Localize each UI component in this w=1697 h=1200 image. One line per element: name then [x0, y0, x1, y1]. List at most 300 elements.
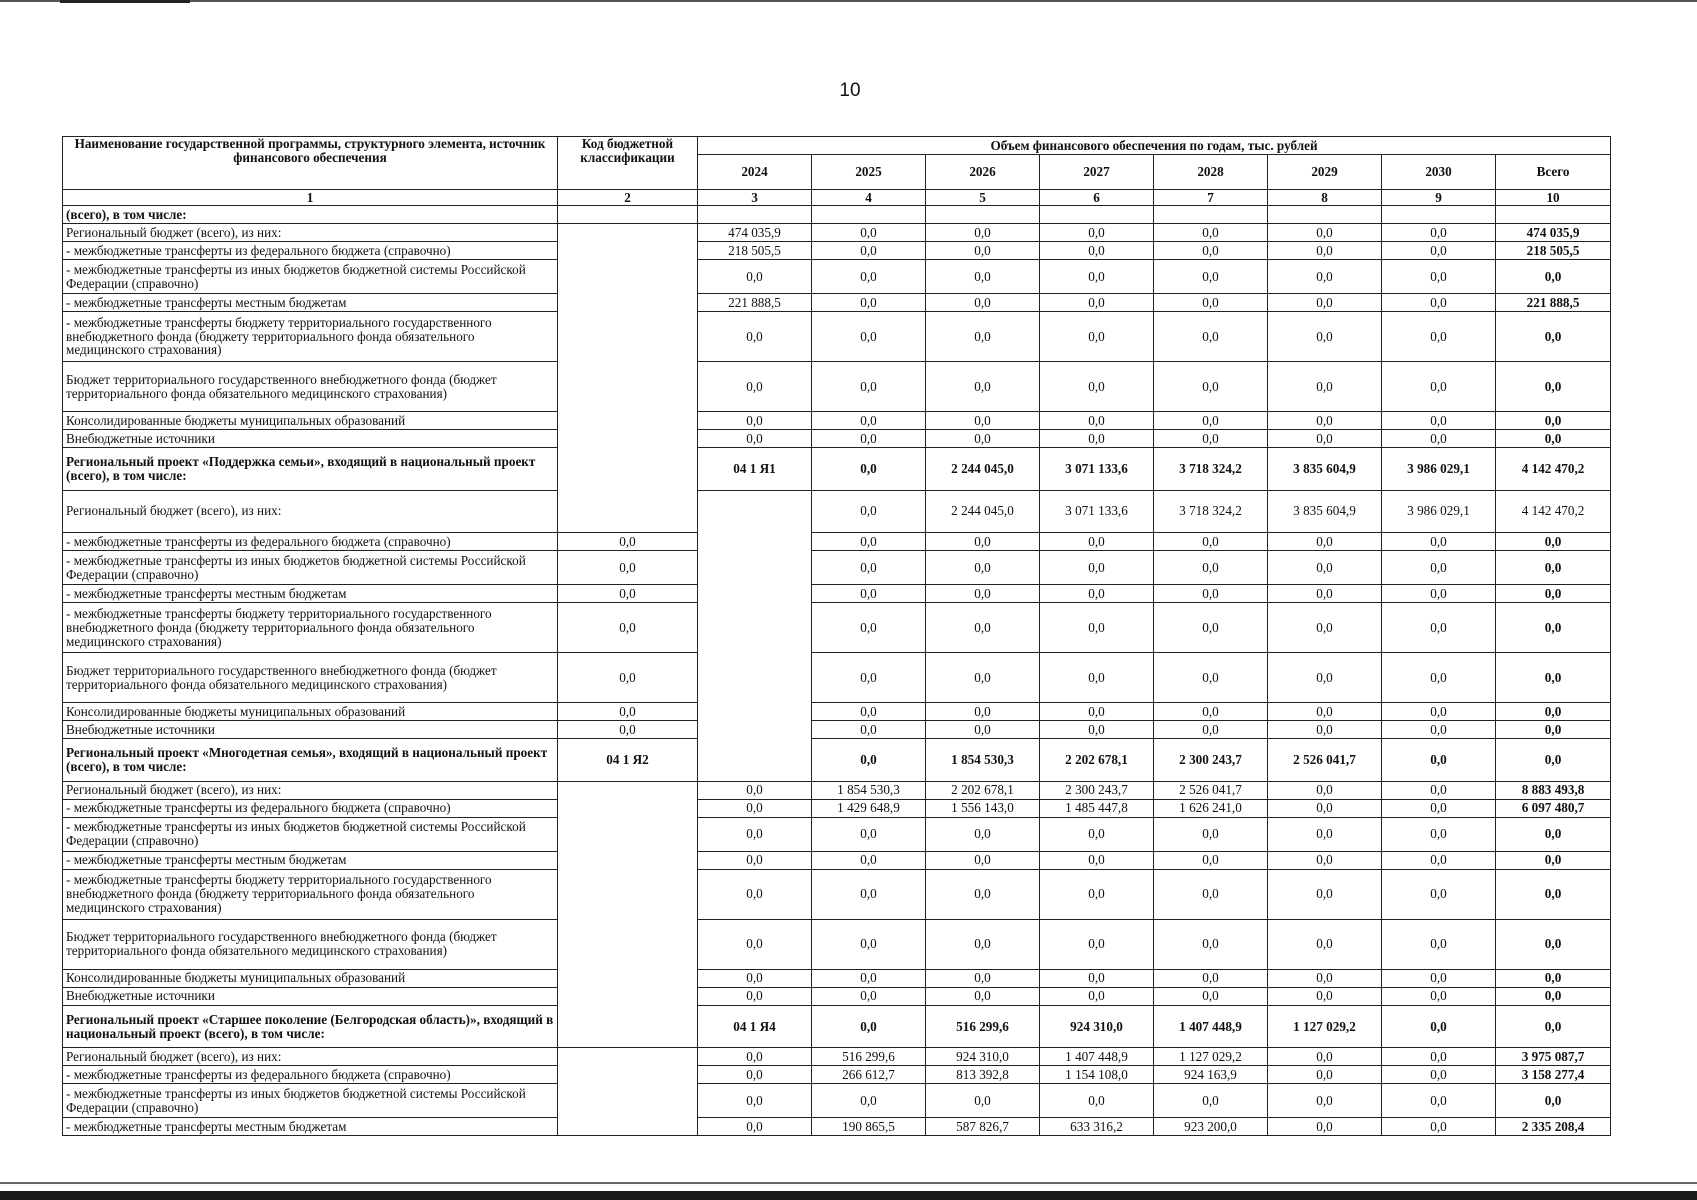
year-value: 0,0 — [1382, 260, 1496, 294]
year-value: 1 127 029,2 — [1268, 1005, 1382, 1048]
year-value: 0,0 — [1268, 919, 1382, 969]
year-value: 0,0 — [1154, 721, 1268, 739]
year-value: 0,0 — [1382, 781, 1496, 799]
row-name: Бюджет территориального государственного внебюджетного фонда (бюджет территориального фонда обязательного медицинского страхования) — [63, 653, 558, 703]
year-value — [1154, 206, 1268, 224]
year-value: 3 071 133,6 — [1040, 490, 1154, 533]
table-row — [63, 1066, 1611, 1084]
row-name: Региональный проект «Многодетная семья», входящий в национальный проект (всего), в том числе: — [63, 739, 558, 782]
year-value: 0,0 — [1154, 260, 1268, 294]
row-name: (всего), в том числе: — [63, 206, 558, 224]
year-value: 0,0 — [1268, 1118, 1382, 1136]
row-name: - межбюджетные трансферты из федерального бюджета (справочно) — [63, 799, 558, 817]
year-value: 0,0 — [1268, 799, 1382, 817]
header-year: 2025 — [812, 155, 926, 190]
table-row — [63, 869, 1611, 919]
year-value: 0,0 — [812, 412, 926, 430]
year-value: 0,0 — [926, 533, 1040, 551]
row-name: Внебюджетные источники — [63, 721, 558, 739]
year-value: 0,0 — [1382, 1084, 1496, 1118]
year-value: 0,0 — [812, 312, 926, 362]
table-row — [63, 412, 1611, 430]
year-value: 0,0 — [1040, 242, 1154, 260]
year-value: 0,0 — [1268, 430, 1382, 448]
year-value: 0,0 — [1040, 721, 1154, 739]
header-year: 2028 — [1154, 155, 1268, 190]
year-value: 0,0 — [698, 969, 812, 987]
year-value: 0,0 — [698, 1048, 812, 1066]
year-value: 3 718 324,2 — [1154, 448, 1268, 491]
year-value: 0,0 — [1040, 919, 1154, 969]
row-name: - межбюджетные трансферты из федерального бюджета (справочно) — [63, 1066, 558, 1084]
table-row — [63, 362, 1611, 412]
column-number: 9 — [1382, 190, 1496, 206]
column-number-row — [63, 190, 1611, 206]
year-value: 0,0 — [926, 585, 1040, 603]
year-value: 0,0 — [1040, 260, 1154, 294]
row-name: Региональный бюджет (всего), из них: — [63, 490, 558, 533]
year-value: 0,0 — [698, 817, 812, 851]
year-value: 0,0 — [698, 430, 812, 448]
row-name: Региональный бюджет (всего), из них: — [63, 224, 558, 242]
year-value: 1 854 530,3 — [812, 781, 926, 799]
row-total: 6 097 480,7 — [1496, 799, 1611, 817]
table-row — [63, 781, 1611, 799]
year-value: 0,0 — [698, 781, 812, 799]
row-total: 0,0 — [1496, 412, 1611, 430]
row-total: 0,0 — [1496, 869, 1611, 919]
year-value: 0,0 — [1268, 781, 1382, 799]
year-value — [1382, 206, 1496, 224]
bottom-rule — [0, 1191, 1697, 1200]
year-value: 0,0 — [926, 412, 1040, 430]
year-value: 0,0 — [812, 969, 926, 987]
year-value: 0,0 — [1040, 412, 1154, 430]
year-value: 0,0 — [926, 1084, 1040, 1118]
page-number: 10 — [839, 80, 861, 101]
year-value: 0,0 — [1382, 242, 1496, 260]
year-value: 0,0 — [1040, 653, 1154, 703]
year-value: 0,0 — [1382, 919, 1496, 969]
row-name: - межбюджетные трансферты бюджету территориального государственного внебюджетного фонда (бюджету территориального фонда обязательного медицинского страхования) — [63, 603, 558, 653]
year-value: 0,0 — [1268, 294, 1382, 312]
year-value: 0,0 — [812, 721, 926, 739]
year-value: 266 612,7 — [812, 1066, 926, 1084]
year-value: 0,0 — [1268, 1084, 1382, 1118]
row-name: - межбюджетные трансферты из федерального бюджета (справочно) — [63, 533, 558, 551]
year-value: 0,0 — [1154, 817, 1268, 851]
year-value: 0,0 — [698, 799, 812, 817]
row-total: 0,0 — [1496, 851, 1611, 869]
year-value: 0,0 — [812, 260, 926, 294]
year-value: 0,0 — [926, 312, 1040, 362]
year-value — [1268, 206, 1382, 224]
year-value: 0,0 — [1382, 1005, 1496, 1048]
year-value: 1 407 448,9 — [1154, 1005, 1268, 1048]
bottom-rule-thin — [0, 1182, 1697, 1184]
row-name: - межбюджетные трансферты из иных бюджетов бюджетной системы Российской Федерации (справочно) — [63, 817, 558, 851]
header-year: 2029 — [1268, 155, 1382, 190]
year-value: 2 300 243,7 — [1040, 781, 1154, 799]
row-name: - межбюджетные трансферты местным бюджетам — [63, 585, 558, 603]
year-value: 0,0 — [698, 919, 812, 969]
year-value: 0,0 — [1382, 312, 1496, 362]
year-value: 0,0 — [1268, 703, 1382, 721]
year-value: 0,0 — [1154, 603, 1268, 653]
year-value: 190 865,5 — [812, 1118, 926, 1136]
year-value: 3 835 604,9 — [1268, 448, 1382, 491]
column-number: 7 — [1154, 190, 1268, 206]
row-name: Внебюджетные источники — [63, 430, 558, 448]
year-value: 0,0 — [1382, 224, 1496, 242]
year-value: 0,0 — [1382, 869, 1496, 919]
table-row — [63, 919, 1611, 969]
row-total: 8 883 493,8 — [1496, 781, 1611, 799]
year-value: 2 202 678,1 — [1040, 739, 1154, 782]
header-year: 2027 — [1040, 155, 1154, 190]
table-row — [63, 703, 1611, 721]
section-row — [63, 739, 1611, 782]
header-name-column: Наименование государственной программы, структурного элемента, источник финансового обеспечения — [63, 137, 558, 190]
row-total: 0,0 — [1496, 969, 1611, 987]
year-value: 0,0 — [926, 430, 1040, 448]
year-value: 0,0 — [812, 919, 926, 969]
year-value: 0,0 — [1154, 224, 1268, 242]
year-value: 0,0 — [812, 851, 926, 869]
row-name: Консолидированные бюджеты муниципальных образований — [63, 703, 558, 721]
column-number: 8 — [1268, 190, 1382, 206]
year-value: 0,0 — [558, 703, 698, 721]
row-total: 474 035,9 — [1496, 224, 1611, 242]
year-value: 0,0 — [558, 585, 698, 603]
year-value: 0,0 — [1154, 362, 1268, 412]
year-value: 0,0 — [1382, 817, 1496, 851]
budget-code — [558, 1048, 698, 1136]
year-value: 0,0 — [1268, 1066, 1382, 1084]
year-value: 0,0 — [1040, 294, 1154, 312]
year-value: 2 526 041,7 — [1268, 739, 1382, 782]
row-name: Консолидированные бюджеты муниципальных образований — [63, 412, 558, 430]
year-value: 0,0 — [558, 551, 698, 585]
table-row — [63, 585, 1611, 603]
year-value: 0,0 — [698, 869, 812, 919]
year-value: 0,0 — [1268, 533, 1382, 551]
year-value: 0,0 — [1268, 551, 1382, 585]
year-value: 0,0 — [1382, 1118, 1496, 1136]
table-row — [63, 1118, 1611, 1136]
financing-table — [62, 136, 1611, 1136]
table-row — [63, 430, 1611, 448]
year-value: 0,0 — [812, 533, 926, 551]
year-value: 0,0 — [1268, 987, 1382, 1005]
year-value: 2 202 678,1 — [926, 781, 1040, 799]
column-number: 6 — [1040, 190, 1154, 206]
year-value: 0,0 — [812, 739, 926, 782]
year-value: 0,0 — [926, 653, 1040, 703]
year-value: 0,0 — [1382, 430, 1496, 448]
year-value: 0,0 — [1154, 987, 1268, 1005]
year-value: 0,0 — [1040, 362, 1154, 412]
row-total: 0,0 — [1496, 362, 1611, 412]
table-row — [63, 799, 1611, 817]
year-value: 587 826,7 — [926, 1118, 1040, 1136]
year-value: 0,0 — [812, 987, 926, 1005]
row-total: 0,0 — [1496, 603, 1611, 653]
row-total — [1496, 206, 1611, 224]
year-value: 0,0 — [1040, 851, 1154, 869]
year-value: 1 556 143,0 — [926, 799, 1040, 817]
row-total: 0,0 — [1496, 653, 1611, 703]
year-value: 0,0 — [1040, 585, 1154, 603]
row-name: - межбюджетные трансферты бюджету территориального государственного внебюджетного фонда (бюджету территориального фонда обязательного медицинского страхования) — [63, 869, 558, 919]
year-value: 0,0 — [926, 987, 1040, 1005]
year-value: 924 310,0 — [926, 1048, 1040, 1066]
table-row — [63, 533, 1611, 551]
year-value: 0,0 — [698, 412, 812, 430]
year-value: 0,0 — [1154, 312, 1268, 362]
year-value: 0,0 — [926, 362, 1040, 412]
section-row — [63, 1005, 1611, 1048]
year-value: 516 299,6 — [812, 1048, 926, 1066]
row-name: Консолидированные бюджеты муниципальных образований — [63, 969, 558, 987]
row-total: 0,0 — [1496, 260, 1611, 294]
row-total: 3 158 277,4 — [1496, 1066, 1611, 1084]
budget-code — [558, 206, 698, 224]
year-value: 0,0 — [1154, 585, 1268, 603]
year-value: 813 392,8 — [926, 1066, 1040, 1084]
year-value: 0,0 — [698, 987, 812, 1005]
year-value: 0,0 — [1040, 312, 1154, 362]
year-value: 0,0 — [812, 603, 926, 653]
row-name: - межбюджетные трансферты из иных бюджетов бюджетной системы Российской Федерации (справочно) — [63, 551, 558, 585]
year-value: 0,0 — [1154, 1084, 1268, 1118]
year-value: 2 244 045,0 — [926, 490, 1040, 533]
table-row — [63, 721, 1611, 739]
year-value: 221 888,5 — [698, 294, 812, 312]
row-name: Региональный бюджет (всего), из них: — [63, 781, 558, 799]
year-value: 0,0 — [1268, 585, 1382, 603]
year-value: 0,0 — [1268, 1048, 1382, 1066]
year-value: 0,0 — [812, 430, 926, 448]
table-row — [63, 653, 1611, 703]
year-value: 0,0 — [1382, 969, 1496, 987]
year-value: 0,0 — [812, 242, 926, 260]
year-value: 0,0 — [812, 1005, 926, 1048]
row-total: 221 888,5 — [1496, 294, 1611, 312]
year-value: 0,0 — [812, 224, 926, 242]
year-value: 0,0 — [812, 869, 926, 919]
year-value: 0,0 — [926, 869, 1040, 919]
year-value: 0,0 — [812, 703, 926, 721]
header-year: 2024 — [698, 155, 812, 190]
year-value: 633 316,2 — [1040, 1118, 1154, 1136]
table-row — [63, 603, 1611, 653]
section-row — [63, 448, 1611, 491]
year-value: 0,0 — [1040, 224, 1154, 242]
year-value: 0,0 — [1382, 362, 1496, 412]
year-value: 0,0 — [1382, 412, 1496, 430]
year-value: 0,0 — [812, 653, 926, 703]
table-row — [63, 1048, 1611, 1066]
column-number: 5 — [926, 190, 1040, 206]
row-total: 3 975 087,7 — [1496, 1048, 1611, 1066]
year-value: 0,0 — [1154, 412, 1268, 430]
row-name: Региональный проект «Старшее поколение (Белгородская область)», входящий в национальный проект (всего), в том числе: — [63, 1005, 558, 1048]
table-row — [63, 242, 1611, 260]
year-value: 0,0 — [812, 448, 926, 491]
year-value: 0,0 — [1382, 703, 1496, 721]
header-year: 2026 — [926, 155, 1040, 190]
table-row — [63, 987, 1611, 1005]
row-name: Бюджет территориального государственного внебюджетного фонда (бюджет территориального фонда обязательного медицинского страхования) — [63, 362, 558, 412]
table-row — [63, 551, 1611, 585]
year-value: 0,0 — [1382, 721, 1496, 739]
year-value: 1 854 530,3 — [926, 739, 1040, 782]
header-code-column: Код бюджетной классификации — [558, 137, 698, 190]
row-total: 0,0 — [1496, 721, 1611, 739]
year-value: 0,0 — [698, 260, 812, 294]
table-row — [63, 312, 1611, 362]
year-value: 0,0 — [1268, 869, 1382, 919]
year-value: 516 299,6 — [926, 1005, 1040, 1048]
budget-code — [558, 781, 698, 1048]
year-value: 0,0 — [812, 551, 926, 585]
row-name: - межбюджетные трансферты из иных бюджетов бюджетной системы Российской Федерации (справочно) — [63, 1084, 558, 1118]
year-value: 0,0 — [1268, 224, 1382, 242]
year-value: 2 244 045,0 — [926, 448, 1040, 491]
year-value: 0,0 — [698, 312, 812, 362]
year-value: 0,0 — [1382, 987, 1496, 1005]
table-row — [63, 224, 1611, 242]
year-value: 0,0 — [1496, 1005, 1611, 1048]
year-value: 0,0 — [1268, 362, 1382, 412]
header-total: Всего — [1496, 155, 1611, 190]
table-row — [63, 969, 1611, 987]
year-value: 0,0 — [926, 919, 1040, 969]
column-number: 10 — [1496, 190, 1611, 206]
header-row-top — [63, 137, 1611, 155]
row-total: 2 335 208,4 — [1496, 1118, 1611, 1136]
year-value — [1040, 206, 1154, 224]
year-value: 0,0 — [698, 1066, 812, 1084]
row-total: 0,0 — [1496, 1084, 1611, 1118]
table-body — [63, 206, 1611, 1136]
row-total: 0,0 — [1496, 312, 1611, 362]
year-value: 0,0 — [1154, 242, 1268, 260]
year-value: 0,0 — [1382, 551, 1496, 585]
year-value: 0,0 — [1268, 721, 1382, 739]
year-value: 0,0 — [558, 721, 698, 739]
table-row — [63, 294, 1611, 312]
row-name: - межбюджетные трансферты бюджету территориального государственного внебюджетного фонда (бюджету территориального фонда обязательного медицинского страхования) — [63, 312, 558, 362]
year-value: 0,0 — [558, 533, 698, 551]
column-number: 3 — [698, 190, 812, 206]
year-value: 0,0 — [926, 817, 1040, 851]
year-value: 0,0 — [1382, 851, 1496, 869]
row-total: 218 505,5 — [1496, 242, 1611, 260]
year-value: 0,0 — [1040, 1084, 1154, 1118]
year-value: 0,0 — [812, 817, 926, 851]
year-value: 0,0 — [698, 851, 812, 869]
year-value: 0,0 — [1268, 851, 1382, 869]
column-number: 2 — [558, 190, 698, 206]
top-rule-mark — [60, 0, 190, 3]
year-value: 0,0 — [1268, 603, 1382, 653]
table-row — [63, 851, 1611, 869]
year-value: 3 986 029,1 — [1382, 490, 1496, 533]
row-name: - межбюджетные трансферты местным бюджетам — [63, 1118, 558, 1136]
header-volume-column: Объем финансового обеспечения по годам, тыс. рублей — [698, 137, 1611, 155]
row-total: 0,0 — [1496, 533, 1611, 551]
column-number: 1 — [63, 190, 558, 206]
year-value: 2 300 243,7 — [1154, 739, 1268, 782]
year-value: 924 310,0 — [1040, 1005, 1154, 1048]
year-value: 4 142 470,2 — [1496, 490, 1611, 533]
row-name: - межбюджетные трансферты местным бюджетам — [63, 294, 558, 312]
year-value: 3 835 604,9 — [1268, 490, 1382, 533]
row-total: 0,0 — [1496, 585, 1611, 603]
year-value — [698, 206, 812, 224]
year-value: 0,0 — [1268, 412, 1382, 430]
table-row — [63, 1084, 1611, 1118]
year-value: 0,0 — [1382, 533, 1496, 551]
budget-code — [698, 490, 812, 781]
year-value: 0,0 — [1040, 551, 1154, 585]
section-row — [63, 206, 1611, 224]
year-value: 1 429 648,9 — [812, 799, 926, 817]
year-value: 0,0 — [1268, 242, 1382, 260]
year-value: 0,0 — [1154, 969, 1268, 987]
row-name: - межбюджетные трансферты из иных бюджетов бюджетной системы Российской Федерации (справочно) — [63, 260, 558, 294]
row-name: Региональный бюджет (всего), из них: — [63, 1048, 558, 1066]
year-value: 0,0 — [1268, 653, 1382, 703]
year-value: 0,0 — [1382, 1066, 1496, 1084]
year-value: 0,0 — [1154, 430, 1268, 448]
row-total: 0,0 — [1496, 703, 1611, 721]
year-value: 1 127 029,2 — [1154, 1048, 1268, 1066]
year-value: 0,0 — [926, 721, 1040, 739]
year-value: 0,0 — [1040, 533, 1154, 551]
year-value: 0,0 — [1382, 603, 1496, 653]
table-row — [63, 490, 1611, 533]
year-value: 0,0 — [1154, 851, 1268, 869]
budget-code: 04 1 Я1 — [698, 448, 812, 491]
row-total: 0,0 — [1496, 919, 1611, 969]
year-value: 0,0 — [1154, 919, 1268, 969]
year-value — [926, 206, 1040, 224]
year-value: 0,0 — [1154, 551, 1268, 585]
row-name: Бюджет территориального государственного внебюджетного фонда (бюджет территориального фонда обязательного медицинского страхования) — [63, 919, 558, 969]
year-value — [812, 206, 926, 224]
year-value: 0,0 — [698, 1084, 812, 1118]
year-value: 0,0 — [926, 969, 1040, 987]
year-value: 0,0 — [1382, 739, 1496, 782]
year-value: 0,0 — [1040, 869, 1154, 919]
year-value: 0,0 — [1040, 430, 1154, 448]
year-value: 0,0 — [1268, 969, 1382, 987]
year-value: 0,0 — [812, 585, 926, 603]
row-total: 0,0 — [1496, 551, 1611, 585]
year-value: 0,0 — [926, 260, 1040, 294]
year-value: 0,0 — [1154, 533, 1268, 551]
budget-code: 04 1 Я2 — [558, 739, 698, 782]
year-value: 0,0 — [1154, 703, 1268, 721]
year-value: 924 163,9 — [1154, 1066, 1268, 1084]
year-value: 0,0 — [558, 603, 698, 653]
year-value: 218 505,5 — [698, 242, 812, 260]
year-value: 0,0 — [926, 851, 1040, 869]
year-value: 0,0 — [812, 490, 926, 533]
